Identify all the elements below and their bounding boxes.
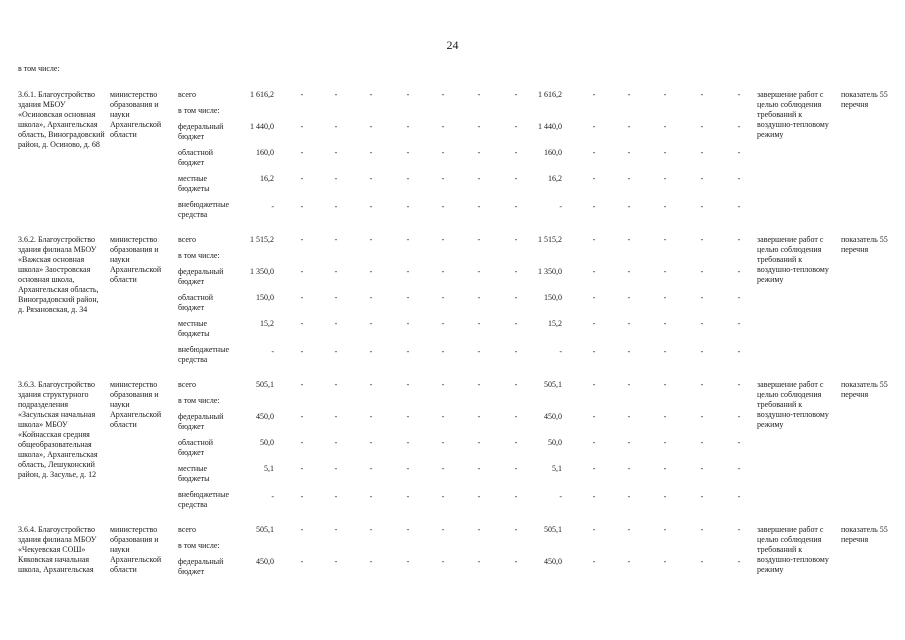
empty-value: - <box>514 174 518 183</box>
empty-value: - <box>334 347 338 356</box>
empty-value: - <box>300 347 304 356</box>
empty-value: - <box>369 122 373 131</box>
source-total: 15,2 <box>260 319 274 328</box>
empty-value: - <box>369 525 373 534</box>
empty-value: - <box>627 464 631 473</box>
source-label: всего <box>178 90 197 99</box>
empty-value: - <box>369 412 373 421</box>
empty-value: - <box>627 174 631 183</box>
empty-value: - <box>334 557 338 566</box>
empty-value: - <box>477 412 481 421</box>
empty-value: - <box>406 235 410 244</box>
empty-value: - <box>514 235 518 244</box>
empty-value: - <box>663 347 667 356</box>
empty-value: - <box>300 90 304 99</box>
empty-value: - <box>514 380 518 389</box>
source-label: федеральный бюджет <box>178 412 224 431</box>
row-name: 3.6.3. Благоустройство здания структурного подразделения «Засульская начальная школа» МБОУ «Койнасская средняя общеобразовательная школа», Архангельская область, Лешуконский район, д. Засулье, д. 12 <box>18 380 98 479</box>
empty-value: - <box>627 293 631 302</box>
empty-value: - <box>441 319 445 328</box>
source-total: 1 440,0 <box>250 122 274 131</box>
empty-value: - <box>700 122 704 131</box>
empty-value: - <box>334 202 338 211</box>
empty-value: - <box>700 202 704 211</box>
empty-value: - <box>300 557 304 566</box>
empty-value: - <box>592 202 596 211</box>
empty-value: - <box>477 380 481 389</box>
source-sum: 50,0 <box>548 438 562 447</box>
source-label: федеральный бюджет <box>178 557 224 576</box>
empty-value: - <box>663 412 667 421</box>
empty-value: - <box>663 267 667 276</box>
empty-value: - <box>592 464 596 473</box>
source-sum: - <box>559 492 562 501</box>
source-total: 1 515,2 <box>250 235 274 244</box>
empty-value: - <box>663 525 667 534</box>
empty-value: - <box>514 464 518 473</box>
empty-value: - <box>514 557 518 566</box>
empty-value: - <box>514 492 518 501</box>
empty-value: - <box>369 557 373 566</box>
source-label: местные бюджеты <box>178 319 210 338</box>
empty-value: - <box>514 438 518 447</box>
empty-value: - <box>477 148 481 157</box>
empty-value: - <box>592 90 596 99</box>
empty-value: - <box>441 122 445 131</box>
empty-value: - <box>514 347 518 356</box>
empty-value: - <box>737 293 741 302</box>
empty-value: - <box>300 202 304 211</box>
empty-value: - <box>663 438 667 447</box>
empty-value: - <box>334 90 338 99</box>
empty-value: - <box>700 380 704 389</box>
empty-value: - <box>300 464 304 473</box>
row-indicator: показатель 55 перечня <box>841 90 888 109</box>
empty-value: - <box>441 380 445 389</box>
empty-value: - <box>663 492 667 501</box>
empty-value: - <box>663 122 667 131</box>
empty-value: - <box>369 90 373 99</box>
empty-value: - <box>700 557 704 566</box>
empty-value: - <box>369 492 373 501</box>
empty-value: - <box>592 122 596 131</box>
empty-value: - <box>663 293 667 302</box>
row-indicator: показатель 55 перечня <box>841 380 888 399</box>
empty-value: - <box>592 267 596 276</box>
source-total: 150,0 <box>256 293 274 302</box>
empty-value: - <box>441 235 445 244</box>
empty-value: - <box>406 122 410 131</box>
empty-value: - <box>592 380 596 389</box>
empty-value: - <box>737 557 741 566</box>
empty-value: - <box>369 347 373 356</box>
source-sum: 15,2 <box>548 319 562 328</box>
empty-value: - <box>627 202 631 211</box>
source-sum: 505,1 <box>544 525 562 534</box>
empty-value: - <box>406 90 410 99</box>
empty-value: - <box>441 202 445 211</box>
empty-value: - <box>477 90 481 99</box>
empty-value: - <box>369 202 373 211</box>
empty-value: - <box>334 148 338 157</box>
source-total: 16,2 <box>260 174 274 183</box>
empty-value: - <box>300 293 304 302</box>
source-sum: 16,2 <box>548 174 562 183</box>
empty-value: - <box>369 319 373 328</box>
row-indicator: показатель 55 перечня <box>841 235 888 254</box>
empty-value: - <box>334 412 338 421</box>
empty-value: - <box>627 148 631 157</box>
empty-value: - <box>477 293 481 302</box>
empty-value: - <box>441 525 445 534</box>
empty-value: - <box>737 267 741 276</box>
empty-value: - <box>514 293 518 302</box>
empty-value: - <box>477 174 481 183</box>
empty-value: - <box>592 235 596 244</box>
empty-value: - <box>441 438 445 447</box>
empty-value: - <box>514 148 518 157</box>
source-total: 450,0 <box>256 412 274 421</box>
empty-value: - <box>300 267 304 276</box>
empty-value: - <box>700 293 704 302</box>
source-label: в том числе: <box>178 106 220 115</box>
empty-value: - <box>627 557 631 566</box>
row-result: завершение работ с целью соблюдения требований к воздушно-тепловому режиму <box>757 525 829 574</box>
empty-value: - <box>663 90 667 99</box>
source-total: 450,0 <box>256 557 274 566</box>
source-total: - <box>271 347 274 356</box>
empty-value: - <box>334 174 338 183</box>
empty-value: - <box>627 412 631 421</box>
empty-value: - <box>300 492 304 501</box>
empty-value: - <box>334 492 338 501</box>
source-label: местные бюджеты <box>178 464 210 483</box>
empty-value: - <box>477 122 481 131</box>
empty-value: - <box>406 267 410 276</box>
empty-value: - <box>300 235 304 244</box>
empty-value: - <box>627 319 631 328</box>
empty-value: - <box>334 267 338 276</box>
empty-value: - <box>477 438 481 447</box>
empty-value: - <box>737 464 741 473</box>
source-sum: 1 350,0 <box>538 267 562 276</box>
row-result: завершение работ с целью соблюдения требований к воздушно-тепловому режиму <box>757 90 829 139</box>
source-total: - <box>271 202 274 211</box>
empty-value: - <box>627 122 631 131</box>
empty-value: - <box>592 347 596 356</box>
empty-value: - <box>369 174 373 183</box>
source-sum: 150,0 <box>544 293 562 302</box>
empty-value: - <box>441 293 445 302</box>
page-number: 24 <box>446 38 459 52</box>
empty-value: - <box>300 438 304 447</box>
empty-value: - <box>406 319 410 328</box>
source-sum: 450,0 <box>544 557 562 566</box>
empty-value: - <box>737 347 741 356</box>
source-total: 1 616,2 <box>250 90 274 99</box>
empty-value: - <box>369 380 373 389</box>
empty-value: - <box>700 90 704 99</box>
source-label: местные бюджеты <box>178 174 210 193</box>
empty-value: - <box>700 464 704 473</box>
empty-value: - <box>737 492 741 501</box>
empty-value: - <box>737 235 741 244</box>
empty-value: - <box>334 235 338 244</box>
empty-value: - <box>477 319 481 328</box>
empty-value: - <box>477 235 481 244</box>
empty-value: - <box>627 347 631 356</box>
empty-value: - <box>663 557 667 566</box>
empty-value: - <box>627 235 631 244</box>
empty-value: - <box>514 319 518 328</box>
empty-value: - <box>406 525 410 534</box>
empty-value: - <box>737 438 741 447</box>
source-label: всего <box>178 380 197 389</box>
empty-value: - <box>406 412 410 421</box>
empty-value: - <box>514 525 518 534</box>
source-sum: 5,1 <box>552 464 562 473</box>
empty-value: - <box>334 464 338 473</box>
source-label: федеральный бюджет <box>178 267 224 286</box>
empty-value: - <box>477 347 481 356</box>
empty-value: - <box>592 438 596 447</box>
empty-value: - <box>737 319 741 328</box>
empty-value: - <box>700 319 704 328</box>
empty-value: - <box>700 174 704 183</box>
empty-value: - <box>369 464 373 473</box>
empty-value: - <box>406 438 410 447</box>
empty-value: - <box>406 492 410 501</box>
empty-value: - <box>334 293 338 302</box>
empty-value: - <box>406 202 410 211</box>
empty-value: - <box>700 148 704 157</box>
empty-value: - <box>441 464 445 473</box>
source-total: 1 350,0 <box>250 267 274 276</box>
empty-value: - <box>663 319 667 328</box>
source-total: 505,1 <box>256 525 274 534</box>
empty-value: - <box>514 90 518 99</box>
empty-value: - <box>441 267 445 276</box>
empty-value: - <box>592 557 596 566</box>
empty-value: - <box>441 347 445 356</box>
source-total: - <box>271 492 274 501</box>
empty-value: - <box>700 235 704 244</box>
empty-value: - <box>627 525 631 534</box>
empty-value: - <box>737 90 741 99</box>
source-label: внебюджетные средства <box>178 490 229 509</box>
empty-value: - <box>663 202 667 211</box>
empty-value: - <box>334 319 338 328</box>
empty-value: - <box>663 380 667 389</box>
empty-value: - <box>700 492 704 501</box>
empty-value: - <box>477 464 481 473</box>
empty-value: - <box>441 90 445 99</box>
empty-value: - <box>300 380 304 389</box>
source-label: в том числе: <box>178 251 220 260</box>
source-label: федеральный бюджет <box>178 122 224 141</box>
empty-value: - <box>441 412 445 421</box>
empty-value: - <box>592 492 596 501</box>
empty-value: - <box>441 148 445 157</box>
source-sum: 505,1 <box>544 380 562 389</box>
empty-value: - <box>369 293 373 302</box>
source-total: 160,0 <box>256 148 274 157</box>
empty-value: - <box>700 347 704 356</box>
empty-value: - <box>663 174 667 183</box>
empty-value: - <box>477 202 481 211</box>
empty-value: - <box>441 174 445 183</box>
empty-value: - <box>369 235 373 244</box>
row-executor: министерство образования и науки Архангельской области <box>110 525 162 574</box>
empty-value: - <box>300 319 304 328</box>
empty-value: - <box>700 267 704 276</box>
source-label: всего <box>178 235 197 244</box>
empty-value: - <box>700 412 704 421</box>
source-total: 5,1 <box>264 464 274 473</box>
empty-value: - <box>592 412 596 421</box>
empty-value: - <box>406 380 410 389</box>
empty-value: - <box>737 174 741 183</box>
empty-value: - <box>406 148 410 157</box>
empty-value: - <box>737 122 741 131</box>
source-total: 50,0 <box>260 438 274 447</box>
source-label: внебюджетные средства <box>178 200 229 219</box>
source-sum: - <box>559 202 562 211</box>
empty-value: - <box>737 202 741 211</box>
intro-text: в том числе: <box>18 64 60 73</box>
empty-value: - <box>406 174 410 183</box>
empty-value: - <box>300 122 304 131</box>
empty-value: - <box>300 148 304 157</box>
empty-value: - <box>627 267 631 276</box>
source-sum: 1 616,2 <box>538 90 562 99</box>
empty-value: - <box>514 412 518 421</box>
empty-value: - <box>663 464 667 473</box>
empty-value: - <box>369 438 373 447</box>
empty-value: - <box>514 202 518 211</box>
empty-value: - <box>477 525 481 534</box>
empty-value: - <box>627 438 631 447</box>
row-name: 3.6.4. Благоустройство здания филиала МБОУ «Чекуевская СОШ» Кяковская начальная школа, Архангельская <box>18 525 97 574</box>
source-label: в том числе: <box>178 541 220 550</box>
empty-value: - <box>737 380 741 389</box>
source-sum: 450,0 <box>544 412 562 421</box>
row-executor: министерство образования и науки Архангельской области <box>110 380 162 429</box>
empty-value: - <box>737 148 741 157</box>
empty-value: - <box>334 122 338 131</box>
source-label: областной бюджет <box>178 293 214 312</box>
empty-value: - <box>663 235 667 244</box>
empty-value: - <box>700 525 704 534</box>
empty-value: - <box>514 122 518 131</box>
row-result: завершение работ с целью соблюдения требований к воздушно-тепловому режиму <box>757 235 829 284</box>
source-label: всего <box>178 525 197 534</box>
empty-value: - <box>592 293 596 302</box>
empty-value: - <box>663 148 667 157</box>
empty-value: - <box>700 438 704 447</box>
empty-value: - <box>592 525 596 534</box>
empty-value: - <box>477 267 481 276</box>
empty-value: - <box>737 412 741 421</box>
row-name: 3.6.1. Благоустройство здания МБОУ «Осиновская основная школа», Архангельская область, Виноградовский район, д. Осиново, д. 68 <box>18 90 105 149</box>
empty-value: - <box>334 525 338 534</box>
row-executor: министерство образования и науки Архангельской области <box>110 90 162 139</box>
empty-value: - <box>514 267 518 276</box>
source-sum: 160,0 <box>544 148 562 157</box>
row-result: завершение работ с целью соблюдения требований к воздушно-тепловому режиму <box>757 380 829 429</box>
empty-value: - <box>406 464 410 473</box>
source-label: в том числе: <box>178 396 220 405</box>
row-indicator: показатель 55 перечня <box>841 525 888 544</box>
empty-value: - <box>441 492 445 501</box>
source-total: 505,1 <box>256 380 274 389</box>
empty-value: - <box>300 174 304 183</box>
row-name: 3.6.2. Благоустройство здания филиала МБОУ «Важская основная школа» Заостровская основная школа, Архангельская область, Виноградовский район, д. Рязановская, д. 34 <box>18 235 99 314</box>
source-sum: - <box>559 347 562 356</box>
source-label: внебюджетные средства <box>178 345 229 364</box>
empty-value: - <box>300 412 304 421</box>
source-label: областной бюджет <box>178 438 214 457</box>
empty-value: - <box>627 492 631 501</box>
source-label: областной бюджет <box>178 148 214 167</box>
source-sum: 1 515,2 <box>538 235 562 244</box>
empty-value: - <box>627 90 631 99</box>
empty-value: - <box>406 557 410 566</box>
empty-value: - <box>737 525 741 534</box>
row-executor: министерство образования и науки Архангельской области <box>110 235 162 284</box>
empty-value: - <box>406 347 410 356</box>
empty-value: - <box>477 492 481 501</box>
empty-value: - <box>369 148 373 157</box>
empty-value: - <box>334 438 338 447</box>
empty-value: - <box>369 267 373 276</box>
empty-value: - <box>441 557 445 566</box>
empty-value: - <box>592 319 596 328</box>
empty-value: - <box>627 380 631 389</box>
empty-value: - <box>592 174 596 183</box>
empty-value: - <box>592 148 596 157</box>
empty-value: - <box>406 293 410 302</box>
empty-value: - <box>334 380 338 389</box>
empty-value: - <box>300 525 304 534</box>
source-sum: 1 440,0 <box>538 122 562 131</box>
empty-value: - <box>477 557 481 566</box>
